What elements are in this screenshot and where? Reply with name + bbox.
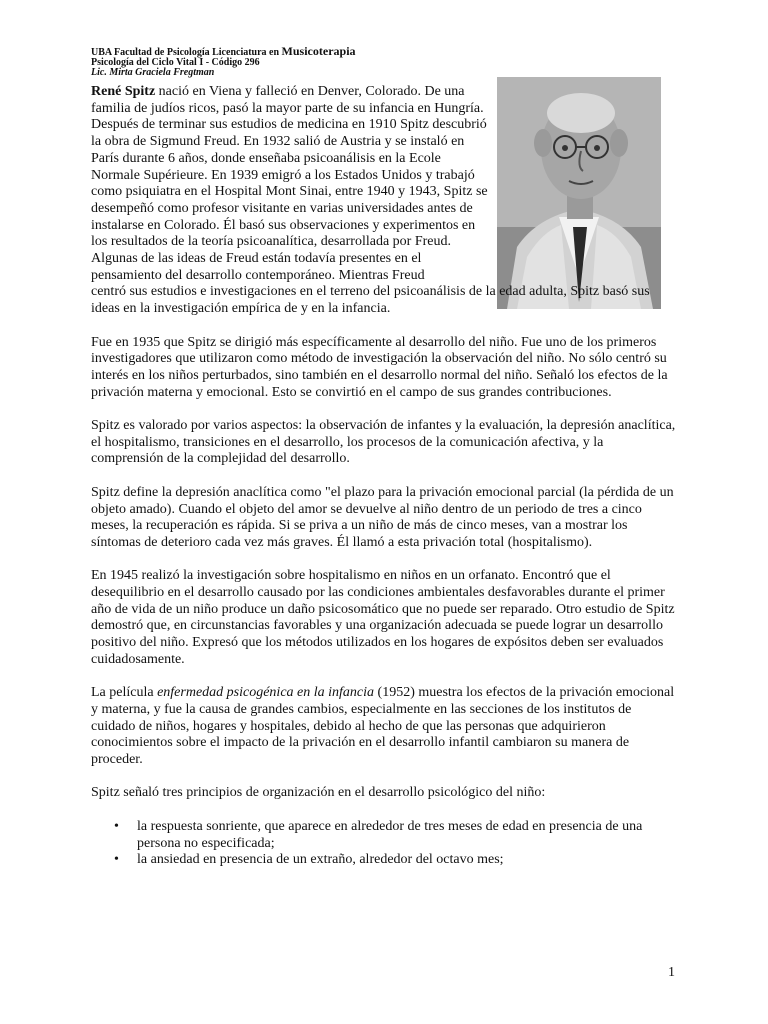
header-line-professor: Lic. Mirta Graciela Fregtman	[91, 67, 215, 78]
intro-tail-text: centró sus estudios e investigaciones en el terreno del psicoanálisis de la edad adulta, Spitz basó sus ideas en la investigación empírica de y en la infancia.	[91, 284, 650, 317]
header-institution-text: UBA Facultad de Psicología Licenciatura en	[91, 47, 282, 58]
document-body	[91, 84, 677, 869]
paragraph-anaclitic-depression: Spitz define la depresión anaclítica como "el plazo para la privación emocional parcial (la pérdida de un objeto amado). Cuando el objeto del amor se devuelve al niño dentro de un periodo de tres a cinco meses, la recuperación es rápida. Si se priva a un niño de más de cinco meses, van a mostrar los síntomas de deterioro cada vez más graves. Él llamó a esta privación total (hospitalismo).	[91, 484, 674, 550]
intro-wrapped-column	[91, 84, 489, 284]
paragraph-film-suffix: (1952) muestra los efectos de la privación emocional y materna, y fue la causa de grandes cambios, especialmente en las secciones de los institutos de cuidado de niños, hogares y hospitales, debido al hecho de que las personas que adquirieron conocimientos sobre el impacto de la privación en el desarrollo infantil cambiaron su manera de proceder.	[91, 685, 675, 768]
film-title: enfermedad psicogénica en la infancia	[157, 685, 375, 701]
intro-text: nació en Viena y falleció en Denver, Colorado. De una familia de judíos ricos, pasó la mayor parte de su infancia en Hungría. Después de terminar sus estudios de medicina en 1910 Spitz descubrió la obra de Sigmund Freud. En 1932 salió de Austria y se instaló en París durante 6 años, donde enseñaba psicoanálisis en la Ecole Normale Supérieure. En 1939 emigró a los Estados Unidos y trabajó como psiquiatra en el Hospital Mont Sinai, entre 1940 y 1943, Spitz se desempeñó como profesor visitante en varias universidades antes de instalarse en Colorado. Él basó sus observaciones y experimentos en los resultados de la teoría psicoanalítica, desarrollada por Freud. Algunas de las ideas de Freud están todavía presentes en el pensamiento del desarrollo contemporáneo. Mientras Freud	[91, 84, 488, 283]
header-line-course: Psicología del Ciclo Vital I - Código 296	[91, 57, 260, 68]
paragraph-hospitalism-research: En 1945 realizó la investigación sobre hospitalismo en niños en un orfanato. Encontró que el desequilibrio en el desarrollo causado por las condiciones ambientales desfavorables durante el primer año de vida de un niño produce un daño psicosomático que no puede ser reparado. Otro estudio de Spitz demostró que, en circunstancias favorables y una organización adecuada se puede lograr un desarrollo positivo del niño. Expresó que los métodos utilizados en los hogares de expósitos deben ser evaluados cuidadosamente.	[91, 568, 675, 667]
paragraph-film	[91, 685, 677, 769]
document-header	[91, 46, 511, 78]
list-item: • la respuesta sonriente, que aparece en alrededor de tres meses de edad en presencia de una persona no especificada;	[137, 819, 677, 852]
paragraph-film-prefix: La película	[91, 685, 158, 701]
header-program: Musicoterapia	[281, 44, 356, 58]
page-number: 1	[668, 965, 675, 980]
principles-list	[91, 819, 677, 869]
subject-name: René Spitz	[91, 84, 156, 99]
paragraph-valued-aspects: Spitz es valorado por varios aspectos: la observación de infantes y la evaluación, la depresión anaclítica, el hospitalismo, transiciones en el desarrollo, los procesos de la comunicación afectiva, y la comprensión de la complejidad del desarrollo.	[91, 418, 676, 467]
paragraph-principles-intro: Spitz señaló tres principios de organización en el desarrollo psicológico del niño:	[91, 785, 546, 801]
paragraph-1935-research: Fue en 1935 que Spitz se dirigió más específicamente al desarrollo del niño. Fue uno de los primeros investigadores que utilizaron como método de investigación la observación del niño. No sólo centró su interés en los niños perturbados, sino también en el desarrollo normal del niño. Señaló los efectos de la privación materna y emocional. Esto se convirtió en el campo de sus grandes contribuciones.	[91, 334, 668, 400]
list-item: • la ansiedad en presencia de un extraño, alrededor del octavo mes;	[137, 852, 677, 869]
